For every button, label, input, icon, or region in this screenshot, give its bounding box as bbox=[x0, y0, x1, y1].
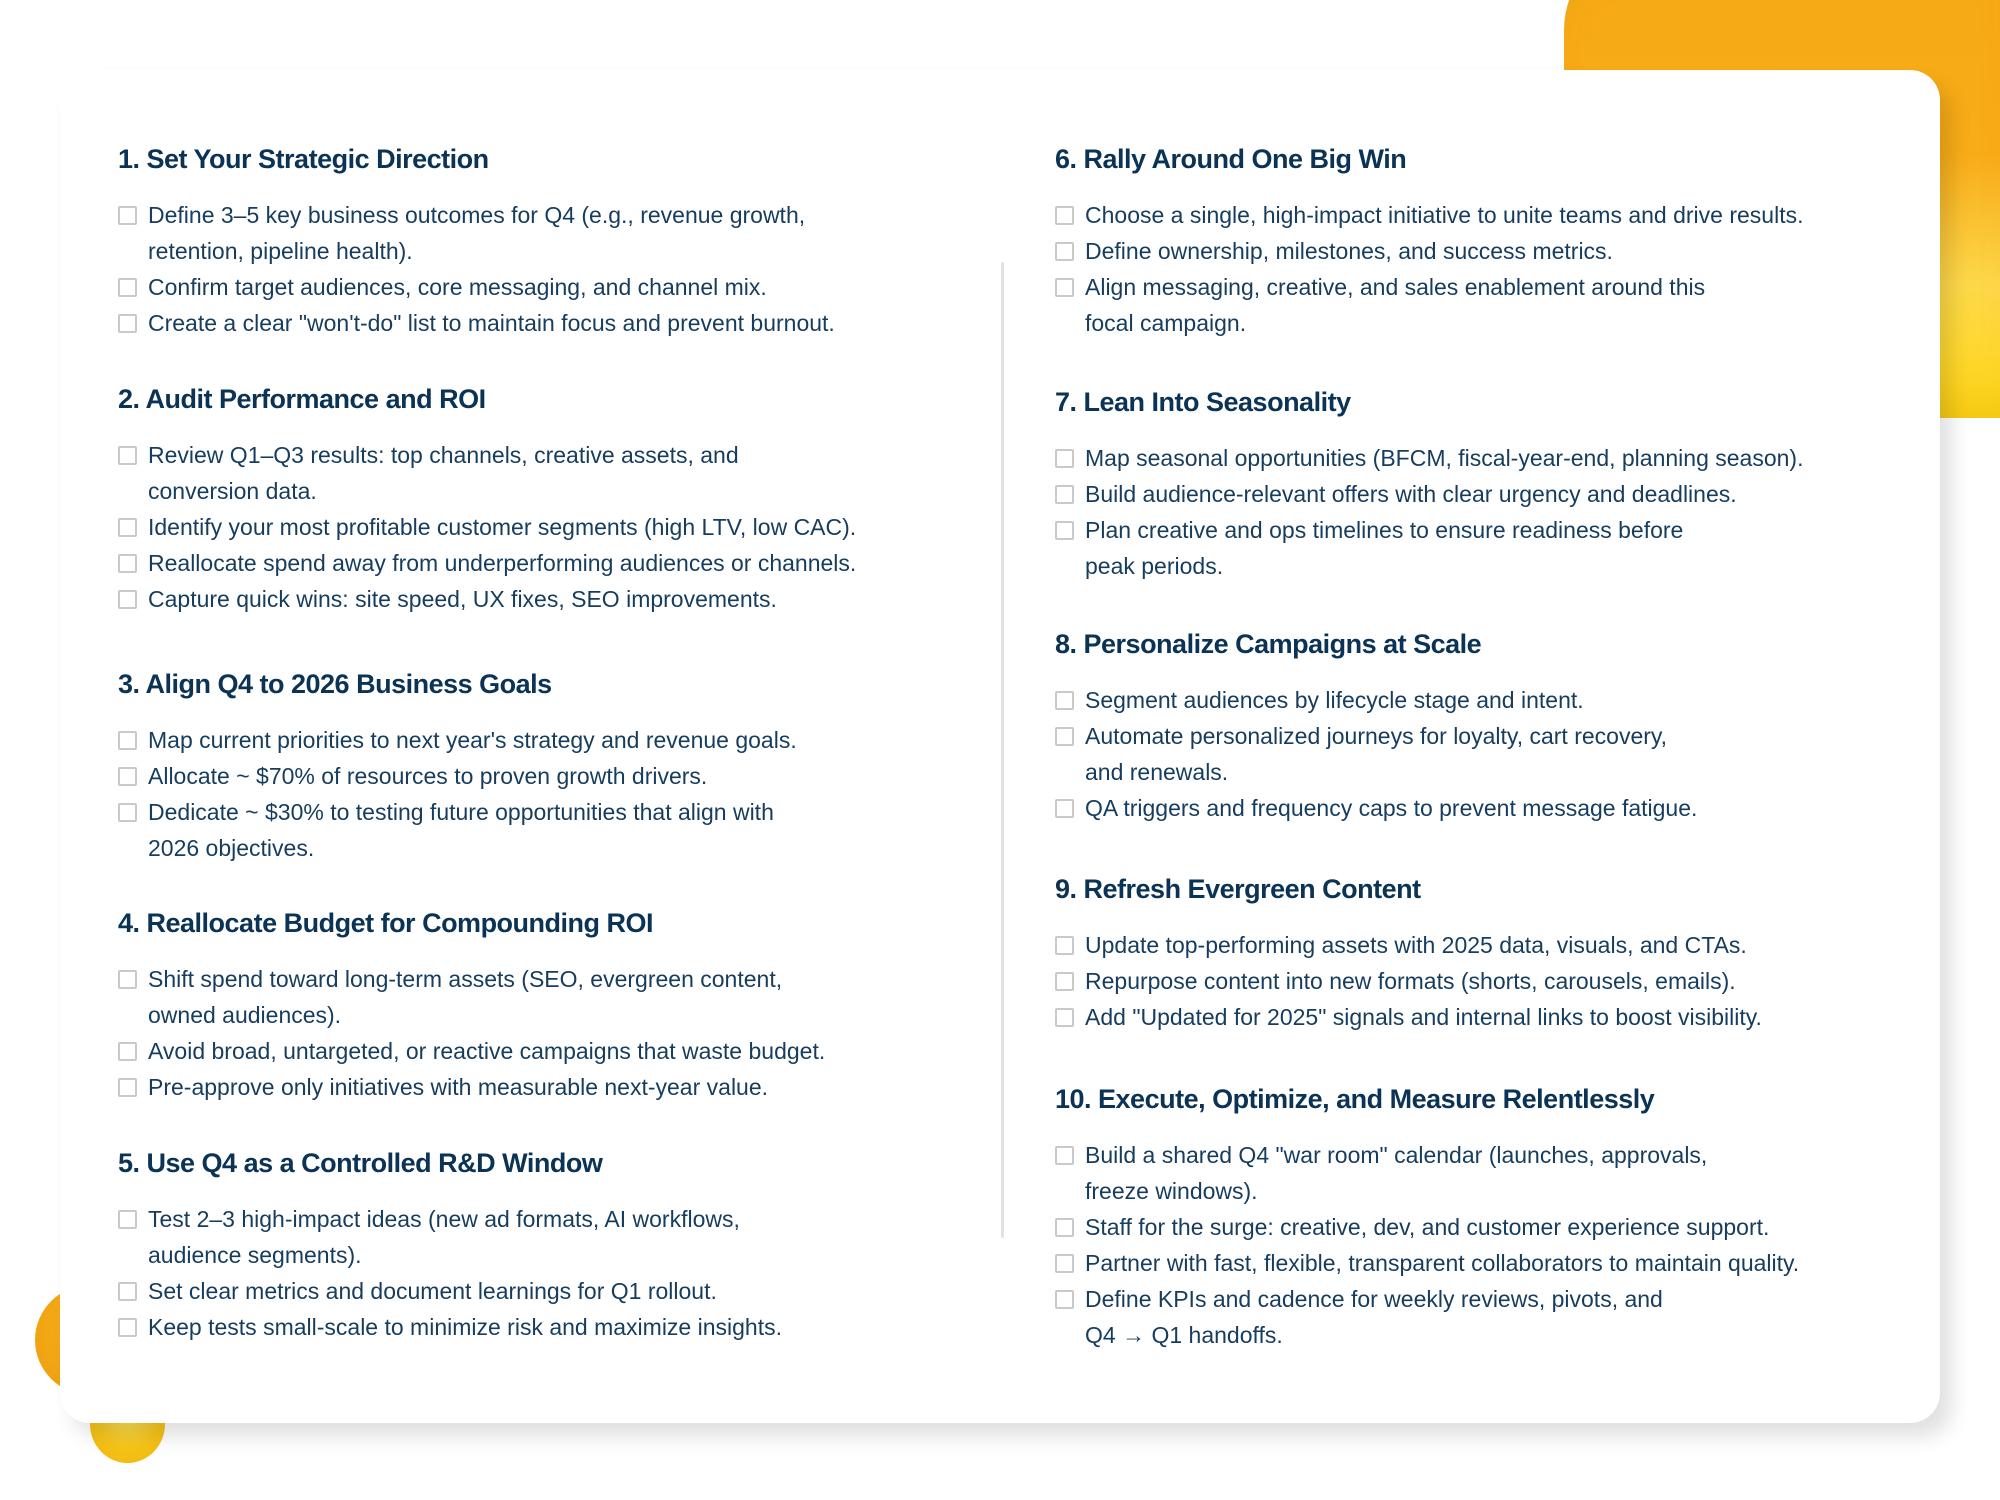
checkbox-icon[interactable] bbox=[118, 314, 137, 333]
checkbox-icon[interactable] bbox=[118, 518, 137, 537]
checklist-item[interactable]: Reallocate spend away from underperforming audiences or channels. bbox=[118, 545, 978, 581]
checkbox-icon[interactable] bbox=[1055, 972, 1074, 991]
checklist-item[interactable]: Build audience-relevant offers with clear urgency and deadlines. bbox=[1055, 476, 1915, 512]
checklist-item[interactable]: Partner with fast, flexible, transparent collaborators to maintain quality. bbox=[1055, 1245, 1915, 1281]
checkbox-icon[interactable] bbox=[118, 1282, 137, 1301]
checkbox-icon[interactable] bbox=[1055, 727, 1074, 746]
section-heading: 8. Personalize Campaigns at Scale bbox=[1055, 629, 1482, 659]
checkbox-icon[interactable] bbox=[1055, 242, 1074, 261]
checklist-item[interactable]: Pre-approve only initiatives with measurable next-year value. bbox=[118, 1069, 978, 1105]
checkbox-icon[interactable] bbox=[1055, 1146, 1074, 1165]
checkbox-icon[interactable] bbox=[118, 767, 137, 786]
checkbox-icon[interactable] bbox=[118, 731, 137, 750]
checklist-item[interactable]: Repurpose content into new formats (shorts, carousels, emails). bbox=[1055, 963, 1915, 999]
checklist-item[interactable]: Choose a single, high-impact initiative to unite teams and drive results. bbox=[1055, 197, 1915, 233]
checkbox-icon[interactable] bbox=[1055, 1290, 1074, 1309]
checklist-item[interactable]: Allocate ~ $70% of resources to proven growth drivers. bbox=[118, 758, 978, 794]
checklist-item[interactable]: Keep tests small-scale to minimize risk and maximize insights. bbox=[118, 1309, 978, 1345]
checkbox-icon[interactable] bbox=[118, 970, 137, 989]
checklist-item[interactable]: Dedicate ~ $30% to testing future opportunities that align with 2026 objectives. bbox=[118, 794, 978, 866]
section-heading: 2. Audit Performance and ROI bbox=[118, 384, 486, 414]
checklist-item[interactable]: Define ownership, milestones, and success metrics. bbox=[1055, 233, 1915, 269]
checkbox-icon[interactable] bbox=[1055, 485, 1074, 504]
checkbox-icon[interactable] bbox=[118, 1078, 137, 1097]
checkbox-icon[interactable] bbox=[118, 206, 137, 225]
checklist-item[interactable]: Review Q1–Q3 results: top channels, creative assets, and conversion data. bbox=[118, 437, 978, 509]
section-heading: 10. Execute, Optimize, and Measure Relentlessly bbox=[1055, 1084, 1655, 1114]
checkbox-icon[interactable] bbox=[1055, 1218, 1074, 1237]
checkbox-icon[interactable] bbox=[118, 1210, 137, 1229]
column-divider bbox=[1001, 262, 1004, 1238]
checkbox-icon[interactable] bbox=[118, 803, 137, 822]
checklist-item[interactable]: Staff for the surge: creative, dev, and customer experience support. bbox=[1055, 1209, 1915, 1245]
checklist-item[interactable]: Shift spend toward long-term assets (SEO, evergreen content, owned audiences). bbox=[118, 961, 978, 1033]
section-10 bbox=[1055, 1081, 1915, 1353]
checklist-item[interactable]: Segment audiences by lifecycle stage and intent. bbox=[1055, 682, 1915, 718]
section-heading: 1. Set Your Strategic Direction bbox=[118, 144, 489, 174]
section-9 bbox=[1055, 871, 1915, 1035]
section-5 bbox=[118, 1145, 978, 1345]
section-4 bbox=[118, 905, 978, 1105]
section-heading: 7. Lean Into Seasonality bbox=[1055, 387, 1351, 417]
checklist-item[interactable]: Map current priorities to next year's strategy and revenue goals. bbox=[118, 722, 978, 758]
section-heading: 3. Align Q4 to 2026 Business Goals bbox=[118, 669, 552, 699]
section-1 bbox=[118, 141, 978, 341]
checklist-item[interactable]: Update top-performing assets with 2025 data, visuals, and CTAs. bbox=[1055, 927, 1915, 963]
checkbox-icon[interactable] bbox=[1055, 278, 1074, 297]
section-6 bbox=[1055, 141, 1915, 341]
section-7 bbox=[1055, 384, 1915, 584]
checklist-item[interactable]: Test 2–3 high-impact ideas (new ad formats, AI workflows, audience segments). bbox=[118, 1201, 978, 1273]
section-8 bbox=[1055, 626, 1915, 826]
checkbox-icon[interactable] bbox=[118, 1318, 137, 1337]
section-2 bbox=[118, 381, 978, 617]
checklist-item[interactable]: Build a shared Q4 "war room" calendar (launches, approvals, freeze windows). bbox=[1055, 1137, 1915, 1209]
checkbox-icon[interactable] bbox=[1055, 449, 1074, 468]
checklist-item[interactable]: Create a clear "won't-do" list to maintain focus and prevent burnout. bbox=[118, 305, 978, 341]
checkbox-icon[interactable] bbox=[1055, 691, 1074, 710]
checkbox-icon[interactable] bbox=[118, 446, 137, 465]
checklist-item[interactable]: Map seasonal opportunities (BFCM, fiscal-year-end, planning season). bbox=[1055, 440, 1915, 476]
checklist-item[interactable]: QA triggers and frequency caps to prevent message fatigue. bbox=[1055, 790, 1915, 826]
checklist-item[interactable]: Identify your most profitable customer segments (high LTV, low CAC). bbox=[118, 509, 978, 545]
checkbox-icon[interactable] bbox=[1055, 936, 1074, 955]
checkbox-icon[interactable] bbox=[1055, 1254, 1074, 1273]
checklist-item[interactable]: Automate personalized journeys for loyalty, cart recovery, and renewals. bbox=[1055, 718, 1915, 790]
checkbox-icon[interactable] bbox=[1055, 206, 1074, 225]
section-3 bbox=[118, 666, 978, 866]
section-heading: 6. Rally Around One Big Win bbox=[1055, 144, 1407, 174]
checklist-item[interactable]: Add "Updated for 2025" signals and internal links to boost visibility. bbox=[1055, 999, 1915, 1035]
checklist-item[interactable]: Define 3–5 key business outcomes for Q4 (e.g., revenue growth, retention, pipeline health). bbox=[118, 197, 978, 269]
checkbox-icon[interactable] bbox=[1055, 521, 1074, 540]
section-heading: 9. Refresh Evergreen Content bbox=[1055, 874, 1421, 904]
checkbox-icon[interactable] bbox=[118, 590, 137, 609]
checklist-item[interactable]: Plan creative and ops timelines to ensure readiness before peak periods. bbox=[1055, 512, 1915, 584]
checklist-item[interactable]: Align messaging, creative, and sales enablement around this focal campaign. bbox=[1055, 269, 1915, 341]
checklist-item[interactable]: Set clear metrics and document learnings for Q1 rollout. bbox=[118, 1273, 978, 1309]
section-heading: 5. Use Q4 as a Controlled R&D Window bbox=[118, 1148, 603, 1178]
checkbox-icon[interactable] bbox=[1055, 799, 1074, 818]
checkbox-icon[interactable] bbox=[118, 278, 137, 297]
checkbox-icon[interactable] bbox=[118, 554, 137, 573]
section-heading: 4. Reallocate Budget for Compounding ROI bbox=[118, 908, 654, 938]
checklist-item[interactable]: Avoid broad, untargeted, or reactive campaigns that waste budget. bbox=[118, 1033, 978, 1069]
checklist-item[interactable]: Confirm target audiences, core messaging, and channel mix. bbox=[118, 269, 978, 305]
checkbox-icon[interactable] bbox=[118, 1042, 137, 1061]
checklist-item[interactable]: Define KPIs and cadence for weekly reviews, pivots, and Q4 → Q1 handoffs. bbox=[1055, 1281, 1915, 1353]
checklist-item[interactable]: Capture quick wins: site speed, UX fixes, SEO improvements. bbox=[118, 581, 978, 617]
checkbox-icon[interactable] bbox=[1055, 1008, 1074, 1027]
